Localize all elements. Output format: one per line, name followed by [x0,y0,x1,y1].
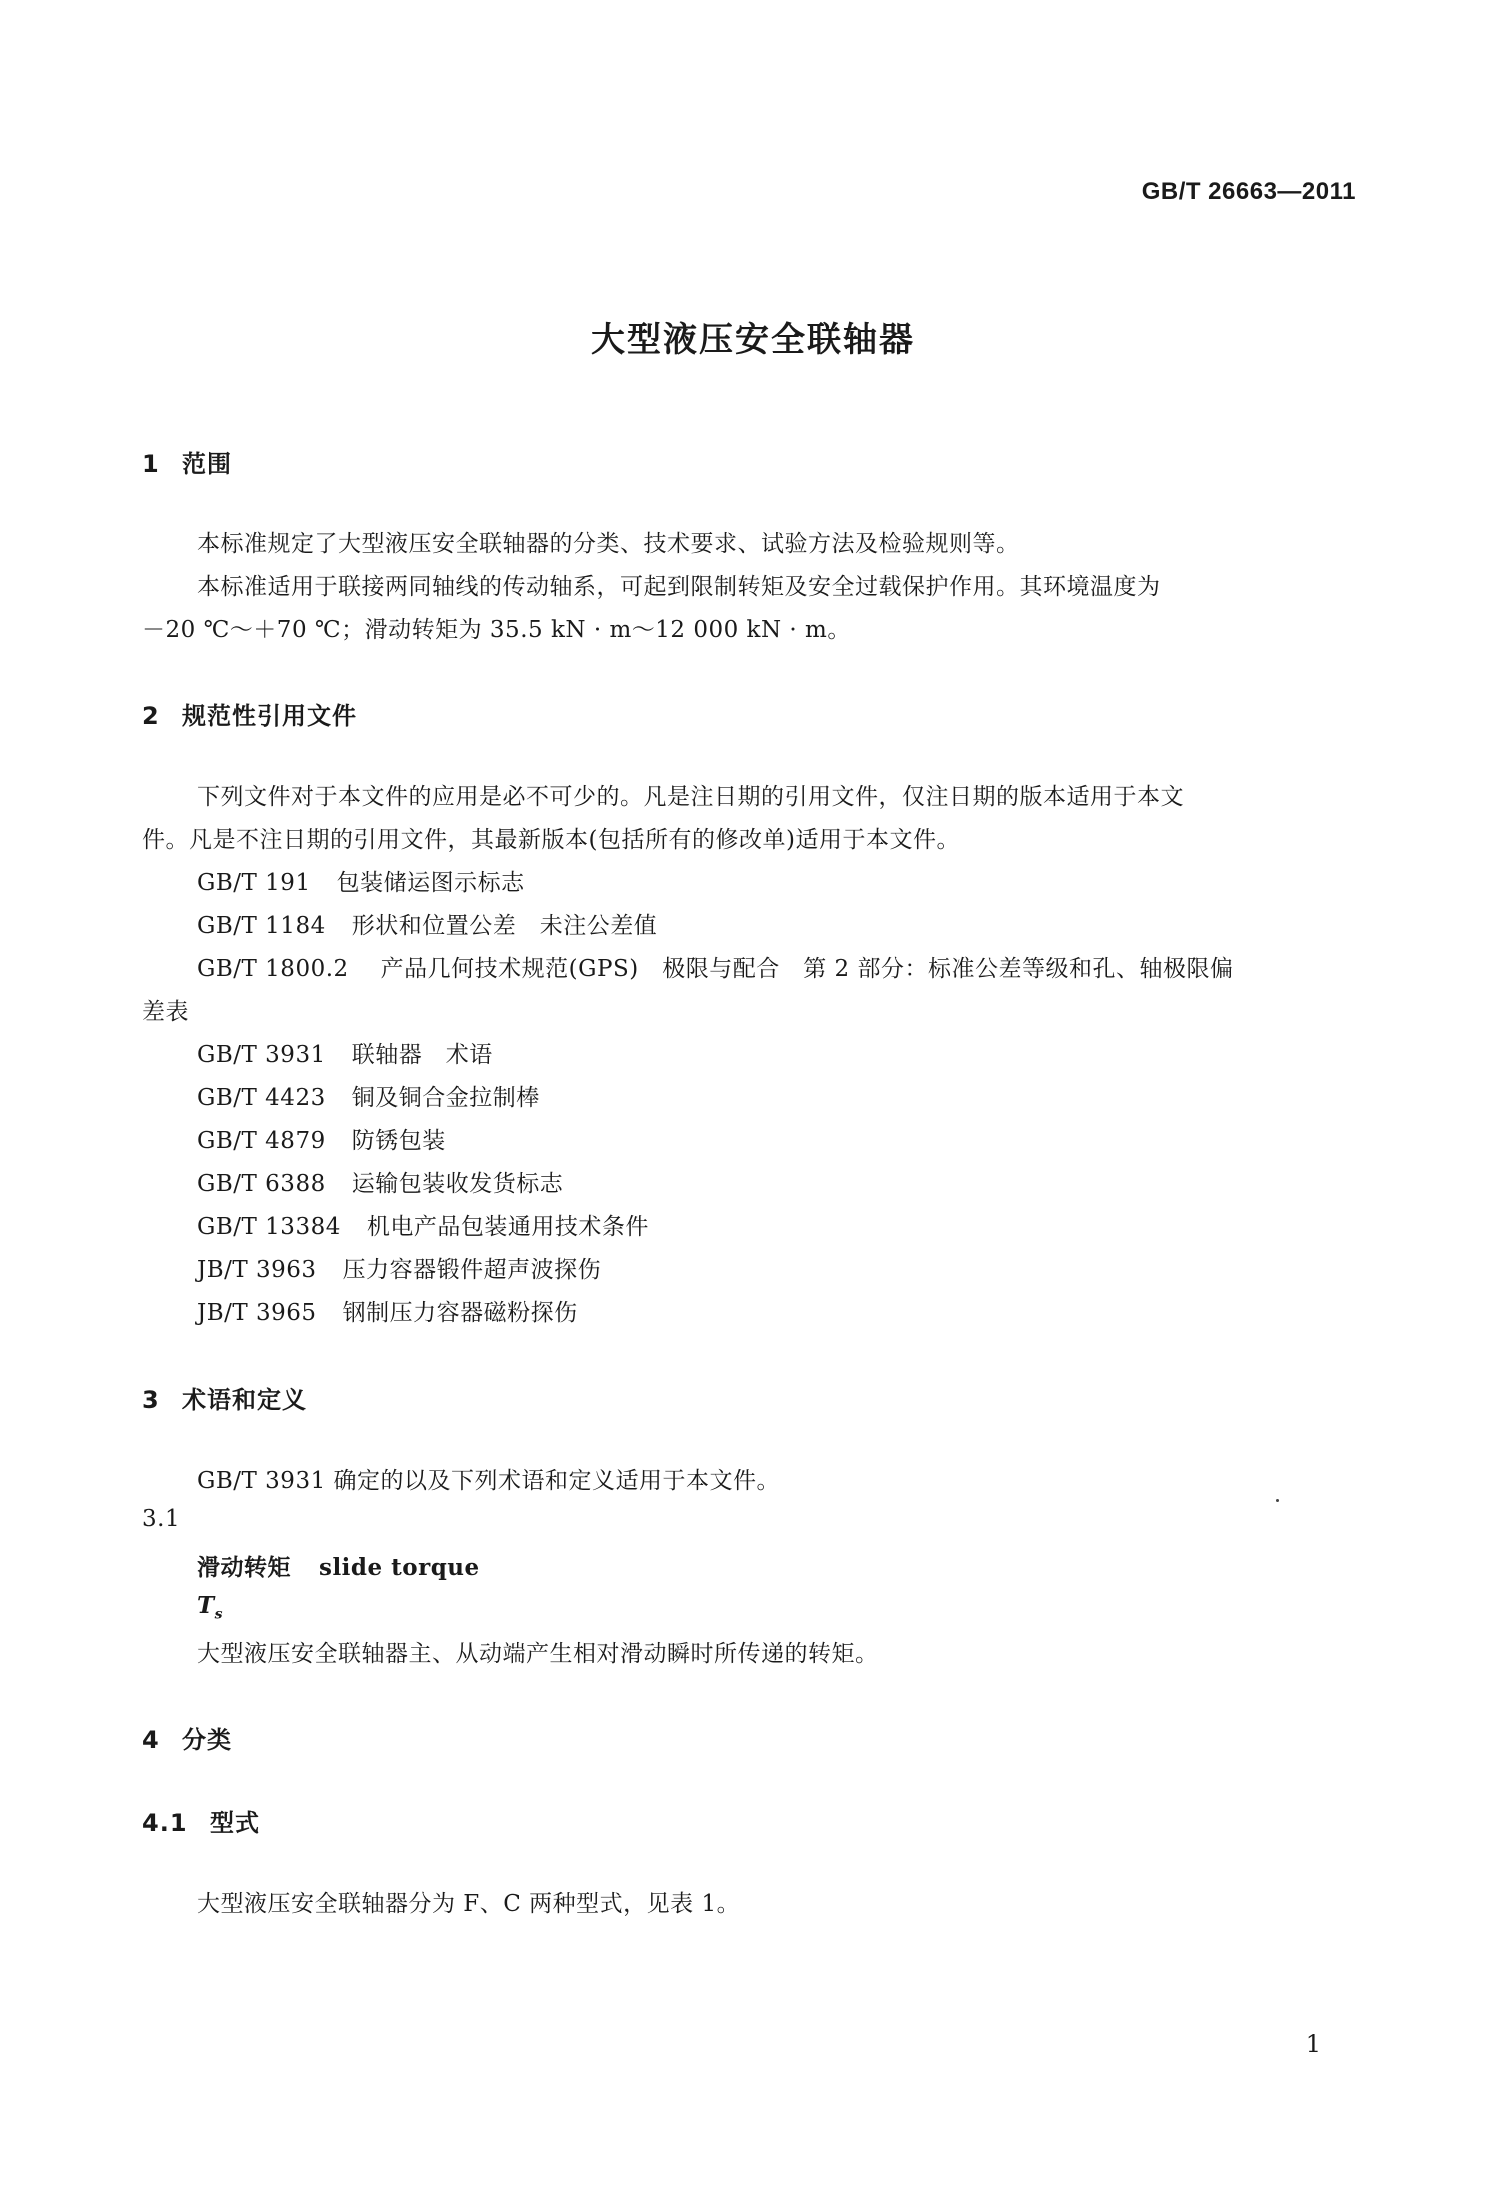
section-4-heading [142,1720,232,1755]
section-number: 2 [142,702,160,730]
reference-code: GB/T 3931 [197,1042,326,1068]
reference-title: 运输包装收发货标志 [351,1171,564,1197]
reference-item [197,1294,578,1327]
reference-item [197,1079,540,1112]
subsection-title: 型式 [210,1809,260,1837]
reference-title: 压力容器锻件超声波探伤 [342,1257,602,1283]
reference-title: 产品几何技术规范(GPS) 极限与配合 第 2 部分：标准公差等级和孔、轴极限偏 [380,956,1234,982]
symbol-subscript: s [214,1606,224,1623]
page-number: 1 [1305,2030,1321,2058]
section-title: 范围 [182,450,232,478]
types-paragraph: 大型液压安全联轴器分为 F、C 两种型式，见表 1。 [197,1891,741,1917]
reference-item [197,864,525,897]
reference-continuation: 差表 [142,999,189,1025]
subsection-number: 4.1 [142,1809,188,1837]
document-title: 大型液压安全联轴器 [591,320,915,360]
reference-code: GB/T 1800.2 [197,956,349,982]
section-2-heading [142,696,357,731]
reference-code: JB/T 3963 [197,1257,317,1283]
reference-item [197,1036,493,1069]
reference-title: 钢制压力容器磁粉探伤 [342,1300,578,1326]
references-intro-line-2: 件。凡是不注日期的引用文件，其最新版本(包括所有的修改单)适用于本文件。 [142,827,960,853]
term-symbol [197,1592,223,1623]
scope-paragraph-1: 本标准规定了大型液压安全联轴器的分类、技术要求、试验方法及检验规则等。 [197,531,1020,557]
reference-code: GB/T 4879 [197,1128,326,1154]
section-1-heading [142,444,232,479]
subsection-4-1-heading [142,1803,260,1838]
reference-item [197,950,1233,983]
reference-code: JB/T 3965 [197,1300,317,1326]
section-number: 3 [142,1386,160,1414]
reference-code: GB/T 13384 [197,1214,341,1240]
reference-title: 铜及铜合金拉制棒 [351,1085,540,1111]
term-english: slide torque [319,1554,480,1581]
reference-title: 包装储运图示标志 [336,870,525,896]
reference-item [197,1251,601,1284]
reference-item [197,1165,563,1198]
term-entry [197,1549,480,1582]
section-3-heading [142,1380,307,1415]
reference-title: 联轴器 术语 [351,1042,493,1068]
scope-paragraph-2-line-1: 本标准适用于联接两同轴线的传动轴系，可起到限制转矩及安全过载保护作用。其环境温度为 [197,574,1161,600]
scan-speck [1276,1499,1279,1502]
term-definition: 大型液压安全联轴器主、从动端产生相对滑动瞬时所传递的转矩。 [197,1641,879,1667]
symbol-letter: T [197,1592,215,1619]
reference-code: GB/T 4423 [197,1085,326,1111]
section-title: 术语和定义 [182,1386,307,1414]
reference-code: GB/T 1184 [197,913,326,939]
reference-code: GB/T 191 [197,870,311,896]
terms-intro: GB/T 3931 确定的以及下列术语和定义适用于本文件。 [197,1468,781,1494]
reference-item [197,1208,649,1241]
section-number: 1 [142,450,160,478]
term-number: 3.1 [142,1506,181,1532]
section-title: 分类 [182,1726,232,1754]
reference-item [197,1122,446,1155]
standard-number: GB/T 26663—2011 [1141,178,1356,205]
reference-code: GB/T 6388 [197,1171,326,1197]
term-chinese: 滑动转矩 [197,1555,291,1581]
section-title: 规范性引用文件 [182,702,357,730]
references-intro-line-1: 下列文件对于本文件的应用是必不可少的。凡是注日期的引用文件，仅注日期的版本适用于本文 [197,784,1184,810]
reference-item [197,907,657,940]
section-number: 4 [142,1726,160,1754]
reference-title: 形状和位置公差 未注公差值 [351,913,658,939]
reference-title: 防锈包装 [351,1128,446,1154]
scope-paragraph-2-line-2: －20 ℃～＋70 ℃；滑动转矩为 35.5 kN · m～12 000 kN · m。 [142,617,851,643]
reference-title: 机电产品包装通用技术条件 [366,1214,649,1240]
